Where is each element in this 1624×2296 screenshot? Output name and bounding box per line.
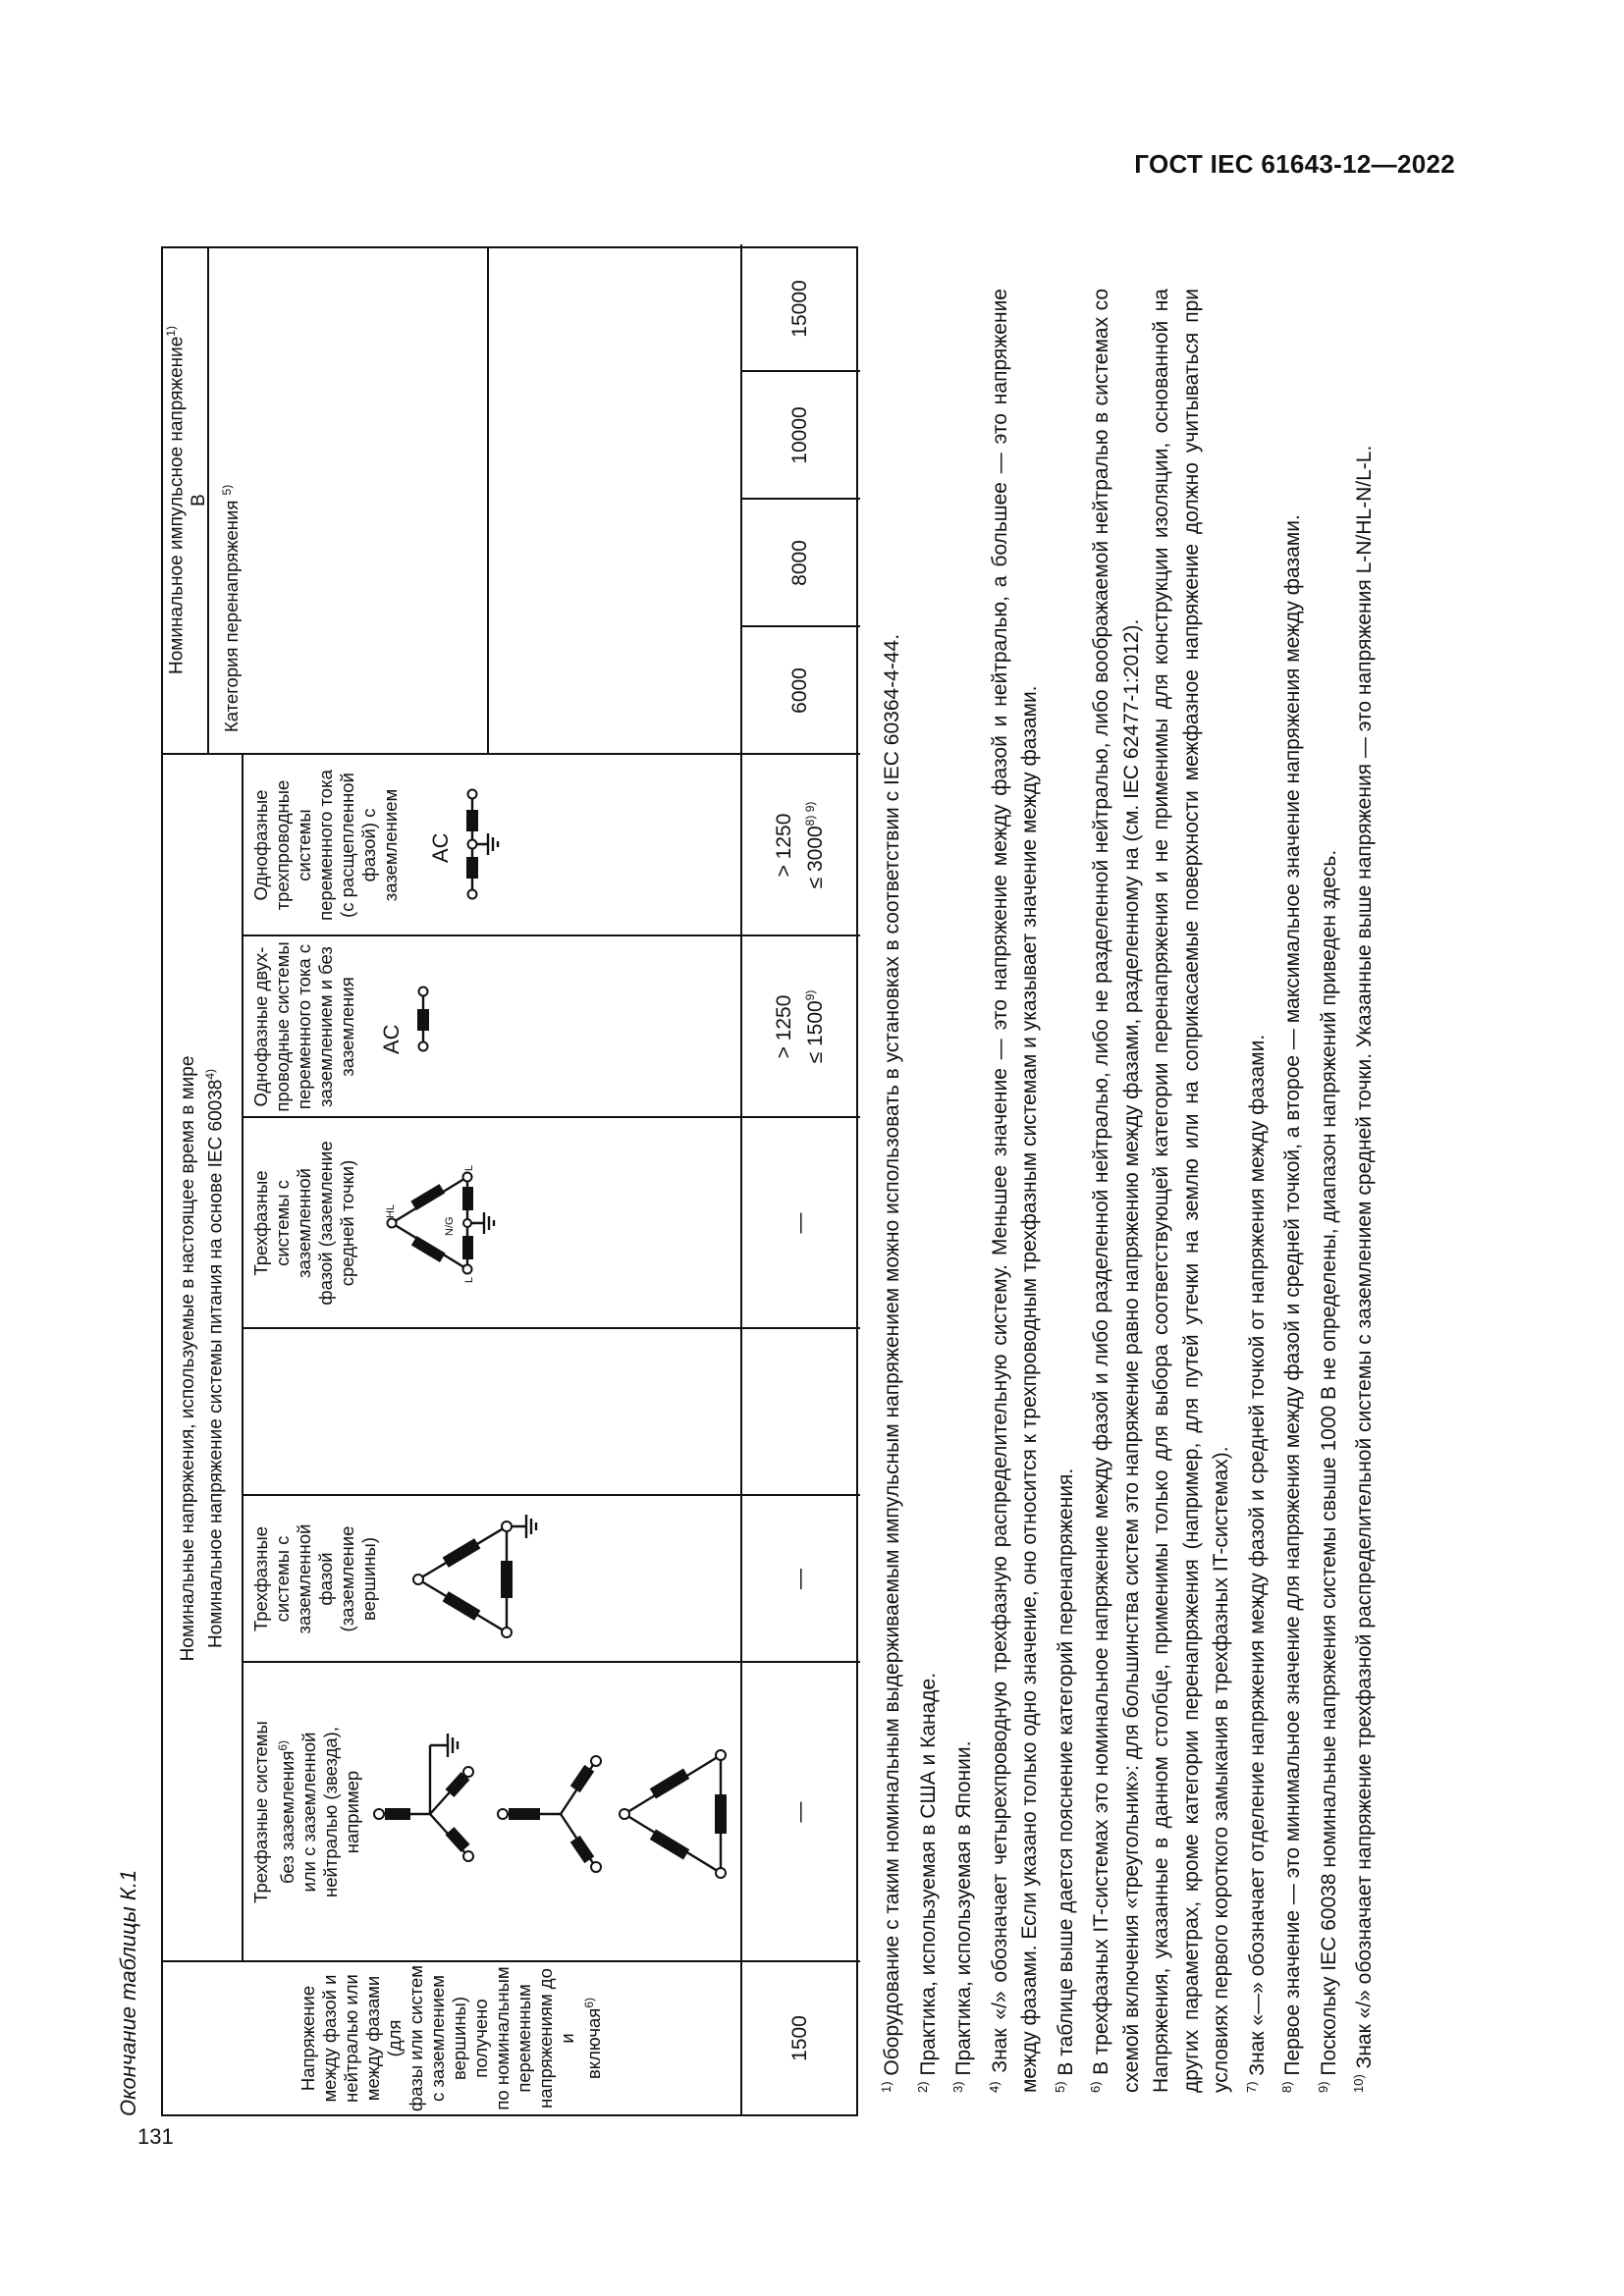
group-header-line-2: Номинальное напряжение системы питания на основе IEC 60038$^{4)}$ (202, 1068, 227, 1649)
row-two-wire: > 1250 ≤ $1500^{9)}$ (773, 989, 827, 1064)
overvoltage-category-header: Категория перенапряжения $^{5)}$ (220, 484, 243, 732)
diagram-label-hl: HL (385, 1203, 397, 1218)
row-voltage: 1500 (788, 2015, 811, 2061)
corner-grounded-delta-diagram (389, 1496, 566, 1662)
page-number: 131 (137, 2124, 174, 2149)
diagram-label-ac-three-wire: AC (428, 832, 453, 863)
star-diagram (374, 1734, 473, 1861)
column-header-three-phase-midpoint: Трехфазные системы с заземленной фазой (заземление средней точки) (250, 1141, 357, 1306)
column-header-single-three-wire: Однофазные трехпроводные системы переменного тока (с расщепленной фазой) с заземлением (250, 770, 401, 921)
impulse-value-6000: 6000 (788, 667, 811, 714)
voltage-table (161, 246, 858, 2116)
footnote-3: $^{3)}$ Практика, используемая в Японии. (950, 1740, 975, 2093)
star-and-delta-diagrams (359, 1663, 737, 1961)
rotated-table-block (116, 246, 1422, 2116)
single-phase-three-wire-diagram (423, 755, 551, 935)
document-code: ГОСТ IEC 61643-12—2022 (1134, 149, 1455, 179)
single-phase-two-wire-diagram (374, 936, 482, 1117)
footnote-10: $^{10)}$ Знак «/» обозначает напряжение трехфазной распределительной системы с заземлением средней точки. Указанные выше напряжения — это напряжения L-N/HL-N/L-L. (1351, 445, 1376, 2093)
row-midpoint: — (788, 1212, 811, 1234)
midpoint-grounded-delta-diagram (374, 1118, 512, 1328)
impulse-value-15000: 15000 (788, 280, 811, 338)
footnote-6-continued: Напряжения, указанные в данном столбце, применимы только для выбора соответствующей категории перенапряжения и не применимы для конструкции изоляции, основанной на других параметрах, кроме категории перенапряжения (например, для путей утечки на землю или на соприкасаемые поверхности межфазное напряжение должно учитываться при условиях первого короткого замыкания в трехфазных IT-системах). (1150, 289, 1232, 2093)
footnote-8: $^{8)}$ Первое значение — это минимальное значение для напряжения между фазой и средней точкой, а второе — максимальное значение напряжения между фазами. (1279, 514, 1304, 2093)
footnote-2: $^{2)}$ Практика, используемая в США и Канаде. (914, 1672, 940, 2093)
row-isolated: — (788, 1801, 811, 1823)
footnote-9: $^{9)}$ Поскольку IEC 60038 номинальные напряжения системы свыше 1000 В не определены, диапазон напряжений приведен здесь. (1315, 849, 1340, 2093)
column-header-voltage: Напряжение между фазой и нейтралью или между фазами (для фазы или систем с заземлением вершины) получено по номинальным переменным напряжениям до и включая$^{6)}$ (298, 1965, 605, 2111)
star-ungrounded-diagram (498, 1756, 601, 1872)
diagram-label-ac: AC (379, 1024, 404, 1054)
table-footnotes (872, 289, 1380, 2114)
table-continuation-caption: Окончание таблицы К.1 (116, 1869, 140, 2116)
group-header (163, 756, 242, 1961)
row-three-wire: > 1250 ≤ $3000^{8) 9)}$ (773, 801, 827, 889)
footnote-1: $^{1)}$ Оборудование с таким номинальным выдерживаемым импульсным напряжением можно использовать в установках в соответствии с IEC 60364-4-44. (879, 633, 903, 2093)
column-header-single-two-wire: Однофазные двух- проводные системы переменного тока с заземлением и без заземления (250, 941, 357, 1112)
row-corner: — (788, 1569, 811, 1589)
footnote-7: $^{7)}$ Знак «—» обозначает отделение напряжения между фазой и средней точкой от напряжения между фазами. (1243, 1034, 1269, 2093)
delta-diagram (620, 1750, 727, 1878)
footnote-5: $^{5)}$ В таблице выше дается пояснение категорий перенапряжения. (1052, 1468, 1077, 2093)
column-header-three-phase-isolated: Трехфазные системы без заземления$^{6)}$ или с заземленной нейтралью (звезда), например (250, 1721, 363, 1903)
diagram-label-l-left: L (463, 1276, 475, 1283)
column-header-three-phase-corner: Трехфазные системы с заземленной фазой (заземление вершины) (250, 1523, 379, 1634)
footnote-4: $^{4)}$ Знак «/» обозначает четырехпроводную трехфазную распределительную систему. Меньшее значение — это напряжение между фазой и нейтралью, а большее — это напряжение между фазами. Если указано только одно значение, оно относится к трехпроводным трехфазным системам и указывает значение между фазами. (986, 289, 1041, 2093)
group-header-line-1: Номинальные напряжения, используемые в настоящее время в мире (177, 1055, 198, 1662)
impulse-header: Номинальное импульсное напряжение$^{1)}$ В (164, 326, 209, 674)
footnote-6: $^{6)}$ В трехфазных IT-системах это номинальное напряжение между фазой и либо разделенной нейтралью, либо не разделенной нейтралью, либо воображаемой нейтралью в системах со схемой включения «треугольник»: для большинства систем это напряжение равно напряжению между фазами, разделенному на (см. IEC 62477-1:2012). (1088, 289, 1143, 2093)
diagram-label-l-right: L (463, 1164, 475, 1171)
impulse-value-8000: 8000 (788, 540, 811, 586)
impulse-value-10000: 10000 (788, 406, 811, 464)
diagram-label-ng: N/G (444, 1216, 456, 1236)
